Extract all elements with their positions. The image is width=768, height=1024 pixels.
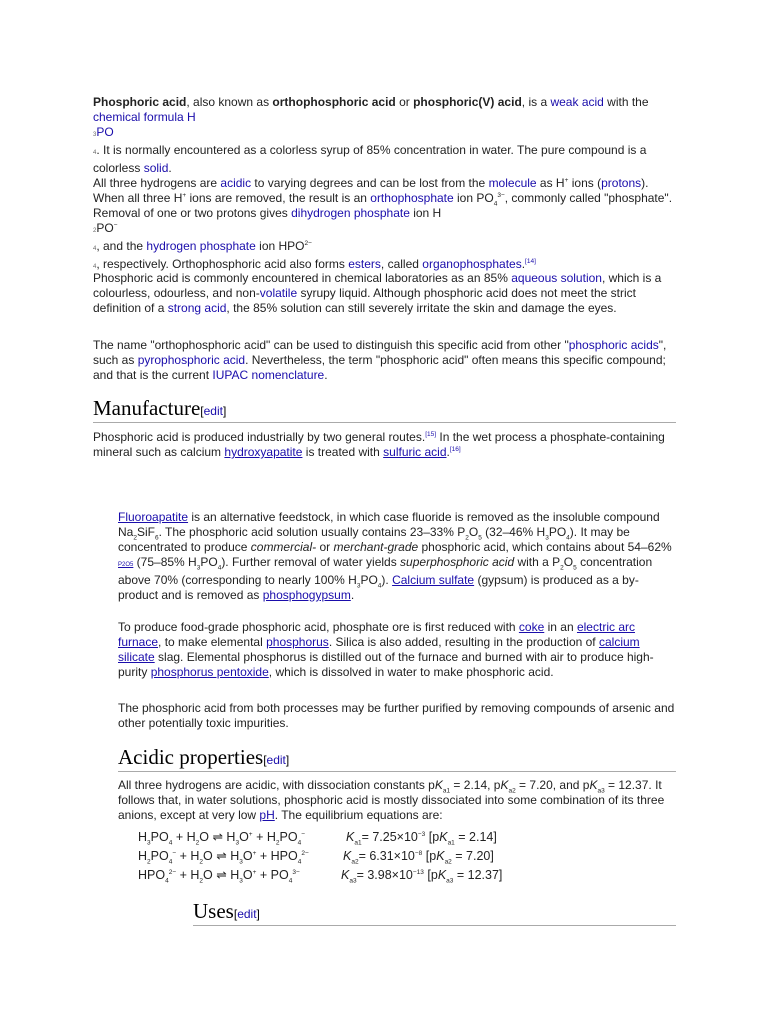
link-calcium-silicate[interactable]: calcium silicate (118, 635, 640, 664)
link-phosphogypsum[interactable]: phosphogypsum (262, 588, 351, 602)
edit-link-acidic-properties[interactable]: edit (266, 753, 286, 767)
equation-1: $H_3PO_4 + H_2O$ ⇌ $H_3O^+ + H_2PO_4^-$ (138, 830, 305, 847)
link-pyrophosphoric-acid[interactable]: pyrophosphoric acid (137, 353, 246, 367)
link-p2o5[interactable]: P2O5 (118, 562, 134, 568)
link-ph[interactable]: pH (259, 808, 275, 822)
heading-manufacture: Manufacture[edit] (93, 396, 676, 423)
link-weak-acid[interactable]: weak acid (550, 95, 604, 109)
manufacture-paragraph-4: The phosphoric acid from both processes may be further purified by removing compounds of arsenic and other potentially toxic impurities. (118, 701, 675, 730)
term-phosphoric-v-acid: phosphoric(V) acid (413, 95, 522, 109)
edit-link-manufacture[interactable]: edit (203, 404, 223, 418)
link-hydrogen-phosphate[interactable]: hydrogen phosphate (146, 239, 256, 253)
link-molecule[interactable]: molecule (488, 176, 537, 190)
manufacture-paragraph-2: Fluoroapatite is an alternative feedstock, in which case fluoride is removed as the insoluble compound $Na_2SiF_6$. The phosphoric acid solution usually contains 23–33% $P_2O_5$ (32–46% $H_3PO_4$). It may be concentrated to produce commercial- or merchant-grade phosphoric acid, which contains about 54–62% P2O5 (75–85% $H_3PO_4$). Further removal of water yields superphosphoric acid with a $P_2O_5$ concentration above 70% (corresponding to nearly 100% $H_3PO_4$). Calcium sulfate (gypsum) is produced as a by-product and is removed as phosphogypsum. (118, 510, 672, 602)
equilibrium-arrow-icon: ⇌ (216, 868, 227, 882)
equation-2-constant: $K_{a2}= 6.31\times 10^{-8}$ $[pK_{a2} = 7.20]$ (343, 849, 494, 866)
equilibrium-arrow-icon: ⇌ (212, 830, 223, 844)
link-aqueous-solution[interactable]: aqueous solution (511, 271, 602, 285)
link-coke[interactable]: coke (518, 620, 545, 634)
formula-fragment: 3 (93, 132, 97, 138)
reference-14[interactable]: [14] (525, 258, 536, 265)
term-orthophosphoric-acid: orthophosphoric acid (272, 95, 396, 109)
link-sulfuric-acid[interactable]: sulfuric acid (383, 445, 447, 459)
equation-3: $HPO_4^{2-} + H_2O$ ⇌ $H_3O^+ + PO_4^{3-}$ (138, 868, 300, 885)
link-esters[interactable]: esters (348, 257, 381, 271)
link-calcium-sulfate[interactable]: Calcium sulfate (392, 573, 475, 587)
link-electric-arc-furnace[interactable]: electric arc furnace (118, 620, 635, 649)
equilibrium-arrow-icon: ⇌ (216, 849, 227, 863)
term-phosphoric-acid: Phosphoric acid (93, 95, 187, 109)
reference-16[interactable]: [16] (449, 446, 461, 453)
link-hydroxyapatite[interactable]: hydroxyapatite (224, 445, 303, 459)
intro-paragraph-2: All three hydrogens are acidic to varying degrees and can be lost from the molecule as H+ ions (protons). When all three H+ ions are removed, the result is an orthophosphate ion $PO_4^{3-}$, commonly called "phosphate". Removal of one or two protons gives dihydrogen phosphate ion H 2PO− 4, and the hydrogen phosphate ion $HPO^{2-}$ 4, respectively. Orthophosphoric acid also forms esters, called organophosphates.[14] (93, 176, 673, 271)
link-protons[interactable]: protons (601, 176, 642, 190)
formula-po[interactable]: PO (96, 125, 114, 139)
link-volatile[interactable]: volatile (259, 286, 298, 300)
link-orthophosphate[interactable]: orthophosphate (370, 191, 454, 205)
reference-15[interactable]: [15] (425, 431, 437, 438)
equation-3-constant: $K_{a3}= 3.98\times 10^{-13}$ $[pK_{a3} = 12.37]$ (341, 868, 503, 885)
link-acidic[interactable]: acidic (220, 176, 252, 190)
link-fluoroapatite[interactable]: Fluoroapatite (118, 510, 189, 524)
link-iupac-nomenclature[interactable]: IUPAC nomenclature (212, 368, 325, 382)
link-phosphorus-pentoxide[interactable]: phosphorus pentoxide (150, 665, 269, 679)
heading-uses: Uses[edit] (193, 899, 676, 926)
intro-paragraph-1: Phosphoric acid, also known as orthophosphoric acid or phosphoric(V) acid, is a weak acid with the chemical formula H 3PO 4. It is normally encountered as a colorless syrup of 85% concentration in water. The pure compound is a colorless solid. (93, 95, 649, 175)
edit-link-uses[interactable]: edit (237, 907, 257, 921)
link-organophosphates[interactable]: organophosphates (422, 257, 522, 271)
link-chemical-formula[interactable]: chemical formula H (93, 110, 196, 124)
equation-1-constant: $K_{a1}= 7.25\times 10^{-3}$ $[pK_{a1} = 2.14]$ (346, 830, 497, 847)
heading-acidic-properties: Acidic properties[edit] (118, 745, 676, 772)
intro-paragraph-3: Phosphoric acid is commonly encountered in chemical laboratories as an 85% aqueous solution, which is a colourless, odourless, and non-volatile syrupy liquid. Although phosphoric acid does not meet the strict definition of a strong acid, the 85% solution can still severely irritate the skin and damage the eyes. (93, 271, 662, 315)
intro-paragraph-4: The name "orthophosphoric acid" can be used to distinguish this specific acid from other "phosphoric acids", such as pyrophosphoric acid. Nevertheless, the term "phosphoric acid" often means this specific compound; and that is the current IUPAC nomenclature. (93, 338, 667, 382)
link-phosphorus[interactable]: phosphorus (266, 635, 329, 649)
link-phosphoric-acids[interactable]: phosphoric acids (568, 338, 659, 352)
acidic-paragraph-1: All three hydrogens are acidic, with dissociation constants $pK_{a1} = 2.14$, $pK_{a2} = 7.20$, and $pK_{a3} = 12.37$. It follows that, in water solutions, phosphoric acid is mostly dissociated into some combination of its three anions, except at very low pH. The equilibrium equations are: (118, 778, 665, 822)
link-dihydrogen-phosphate[interactable]: dihydrogen phosphate (291, 206, 410, 220)
equation-2: $H_2PO_4^- + H_2O$ ⇌ $H_3O^+ + HPO_4^{2-}$ (138, 849, 309, 866)
link-strong-acid[interactable]: strong acid (167, 301, 227, 315)
manufacture-paragraph-1: Phosphoric acid is produced industrially by two general routes.[15] In the wet process a phosphate-containing mineral such as calcium hydroxyapatite is treated with sulfuric acid.[16] (93, 430, 665, 459)
link-solid[interactable]: solid (143, 161, 169, 175)
formula-fragment: 4 (93, 150, 97, 156)
manufacture-paragraph-3: To produce food-grade phosphoric acid, phosphate ore is first reduced with coke in an electric arc furnace, to make elemental phosphorus. Silica is also added, resulting in the production of calcium silicate slag. Elemental phosphorus is distilled out of the furnace and burned with air to produce high-purity phosphorus pentoxide, which is dissolved in water to make phosphoric acid. (118, 620, 654, 679)
